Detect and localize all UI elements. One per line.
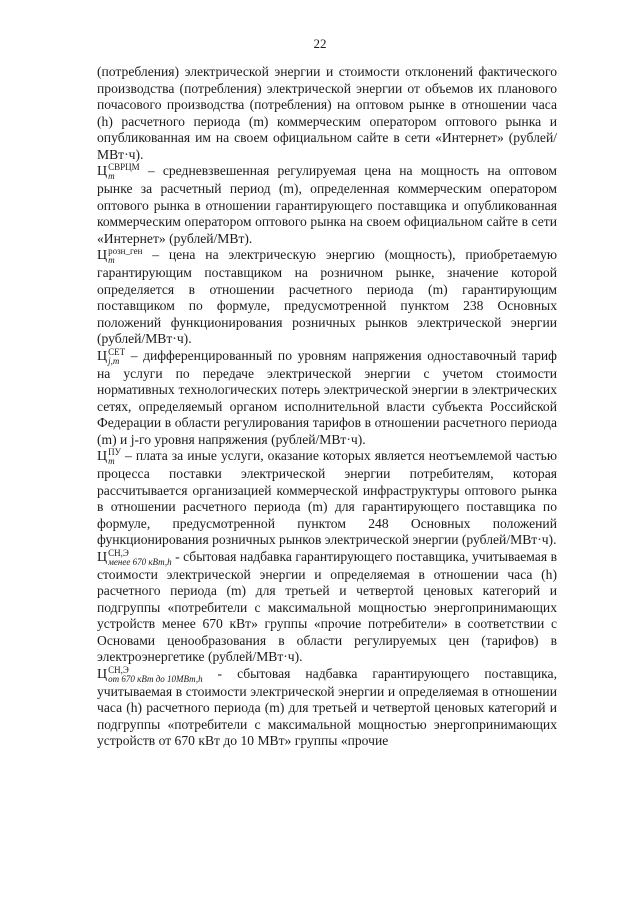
formula-symbol: Ц СН,Э от 670 кВт до 10МВт,h	[97, 664, 203, 684]
formula-symbol: Ц розн_ген m	[97, 246, 143, 265]
formula-symbol: Ц СВРЦМ m	[97, 162, 140, 181]
formula-symbol: Ц СЕТ j,m	[97, 346, 126, 366]
definition-rozn-gen	[97, 247, 557, 348]
definition-text: - сбытовая надбавка гарантирующего поставщика, учитываемая в стоимости электрической энергии и определяемая в отношении часа (h) расчетного периода (m) для третьей и четвертой ценовых категорий и подгруппы «потребители с максимальной мощностью энергопринимающих устройств менее 670 кВт» группы «прочие потребители» в соответствии с Основами ценообразования в области регулируемых цен (тарифов) в электроэнергетике (рублей/МВт·ч).	[97, 548, 557, 664]
definition-text: – плата за иные услуги, оказание которых является неотъемлемой частью процесса поставки электрической энергии потребителям, которая рассчитывается организацией коммерческой инфраструктуры оптового рынка в отношении расчетного периода (m) для гарантирующего поставщика по формуле, предусмотренной пунктом 248 Основных положений функционирования розничных рынков электрической энергии (рублей/МВт·ч).	[97, 448, 557, 547]
definition-set	[97, 348, 557, 449]
intro-paragraph: (потребления) электрической энергии и стоимости отклонений фактического производства (потребления) электрической энергии от объемов их планового почасового производства (потребления) на оптовом рынке в отношении часа (h) расчетного периода (m) коммерческим оператором оптового рынка и опубликованная им на своем официальном сайте в сети «Интернет» (рублей/МВт·ч).	[97, 64, 557, 162]
definition-text: – дифференцированный по уровням напряжения одноставочный тариф на услуги по передаче электрической энергии с учетом стоимости нормативных технологических потерь электрической энергии в электрических сетях, определяемый органом исполнительной власти субъекта Российской Федерации в области регулирования тарифов в отношении расчетного периода (m) и j-го уровня напряжения (рублей/МВт·ч).	[97, 347, 557, 447]
definition-pu	[97, 448, 557, 549]
definition-text: – средневзвешенная регулируемая цена на мощность на оптовом рынке за расчетный период (m), определенная коммерческим оператором оптового рынка в отношении гарантирующего поставщика и опубликованная коммерческим оператором оптового рынка на своем официальном сайте в сети «Интернет» (рублей/МВт).	[97, 163, 557, 246]
formula-symbol: Ц СН,Э менее 670 кВт,h	[97, 547, 172, 567]
definition-text: – цена на электрическую энергию (мощность), приобретаемую гарантирующим поставщиком на розничном рынке, значение которой определяется в отношении расчетного периода (m) гарантирующим поставщиком по формуле, предусмотренной пунктом 238 Основных положений функционирования розничных рынков электрической энергии (рублей/МВт·ч).	[97, 247, 557, 346]
page-number: 22	[313, 36, 327, 51]
document-body	[97, 64, 557, 750]
definition-text: - сбытовая надбавка гарантирующего поставщика, учитываемая в стоимости электрической энергии и определяемая в отношении часа (h) расчетного периода (m) для третьей и четвертой ценовых категорий и подгруппы «потребители с максимальной мощностью энергопринимающих устройств от 670 кВт до 10 МВт» группы «прочие	[97, 665, 557, 748]
definition-svrcm	[97, 163, 557, 247]
formula-symbol: Ц ПУ m	[97, 447, 121, 466]
definition-sn-less-670	[97, 549, 557, 666]
definition-sn-670-to-10mw	[97, 666, 557, 750]
